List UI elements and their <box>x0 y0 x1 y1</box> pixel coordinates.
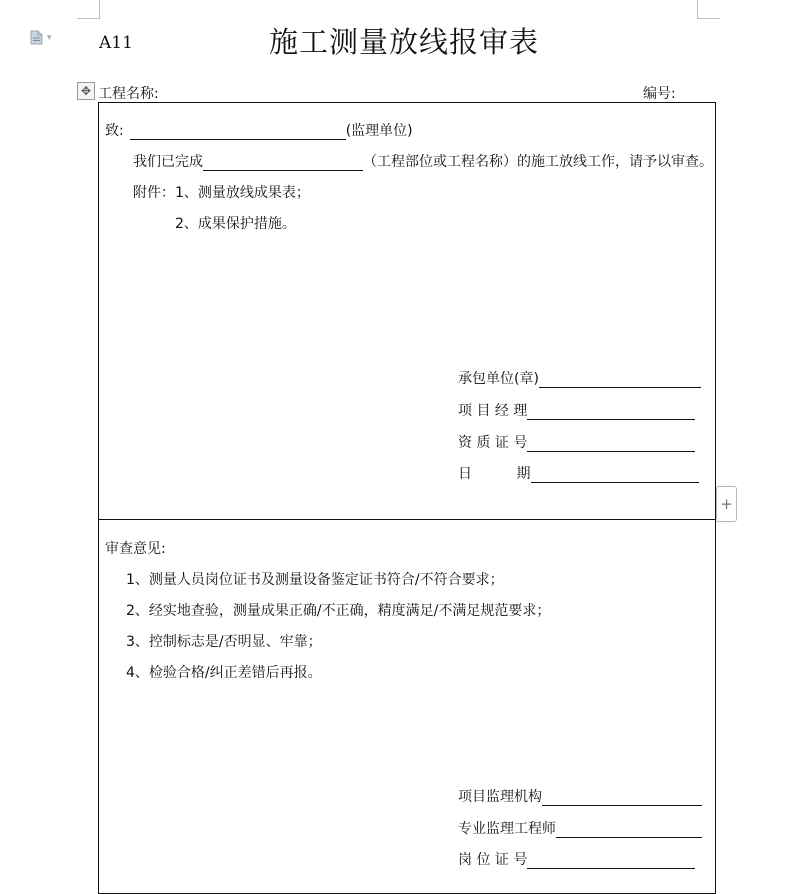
addressee-suffix: (监理单位) <box>345 123 413 139</box>
signature-field[interactable] <box>556 822 702 838</box>
review-heading: 审查意见: <box>105 541 166 557</box>
signature-row-qualification <box>458 432 695 452</box>
signature-label: 资 质 证 号 <box>458 435 528 451</box>
signature-field[interactable] <box>539 372 701 388</box>
signature-row-post-cert <box>458 849 695 869</box>
signature-field[interactable] <box>527 404 695 420</box>
document-menu-button[interactable] <box>30 30 52 45</box>
request-prefix: 我们已完成 <box>133 154 203 170</box>
review-item: 2、经实地查验，测量成果正确/不正确，精度满足/不满足规范要求； <box>126 603 551 619</box>
signature-row-date <box>458 463 699 483</box>
table-move-handle-icon[interactable]: ✥ <box>77 82 95 100</box>
chevron-down-icon: ▾ <box>47 32 52 43</box>
review-item: 3、控制标志是/否明显、牢靠； <box>126 634 322 650</box>
request-suffix: （工程部位或工程名称）的施工放线工作，请予以审查。 <box>363 154 713 170</box>
review-item: 1、测量人员岗位证书及测量设备鉴定证书符合/不符合要求； <box>126 572 504 588</box>
page-title: 施工测量放线报审表 <box>269 25 540 59</box>
signature-label: 日 期 <box>458 466 531 482</box>
signature-label: 项 目 经 理 <box>458 403 528 419</box>
project-name-label: 工程名称: <box>98 86 159 102</box>
add-row-button[interactable]: + <box>716 486 737 522</box>
addressee-line <box>105 120 413 140</box>
signature-row-supervision <box>458 786 702 806</box>
work-part-field[interactable] <box>203 155 363 171</box>
crop-mark-top-right <box>697 0 720 19</box>
document-icon <box>30 30 43 45</box>
signature-field[interactable] <box>527 436 695 452</box>
signature-row-contractor <box>458 368 701 388</box>
signature-field[interactable] <box>531 467 699 483</box>
number-label: 编号: <box>643 86 676 102</box>
request-line <box>133 151 713 171</box>
crop-mark-top-left <box>77 0 100 19</box>
signature-field[interactable] <box>527 853 695 869</box>
signature-field[interactable] <box>542 790 702 806</box>
review-item: 4、检验合格/纠正差错后再报。 <box>126 665 322 681</box>
section-divider <box>98 519 716 520</box>
signature-label: 专业监理工程师 <box>458 821 556 837</box>
supervision-unit-field[interactable] <box>130 124 346 140</box>
form-code: A11 <box>99 33 133 53</box>
signature-row-manager <box>458 400 695 420</box>
addressee-prefix: 致: <box>105 123 124 139</box>
attachment-1: 附件：1、测量放线成果表； <box>133 185 310 201</box>
attachment-2: 2、成果保护措施。 <box>175 216 296 232</box>
signature-label: 项目监理机构 <box>458 789 542 805</box>
signature-label: 承包单位(章) <box>458 371 539 387</box>
signature-row-engineer <box>458 818 702 838</box>
signature-label: 岗 位 证 号 <box>458 852 528 868</box>
